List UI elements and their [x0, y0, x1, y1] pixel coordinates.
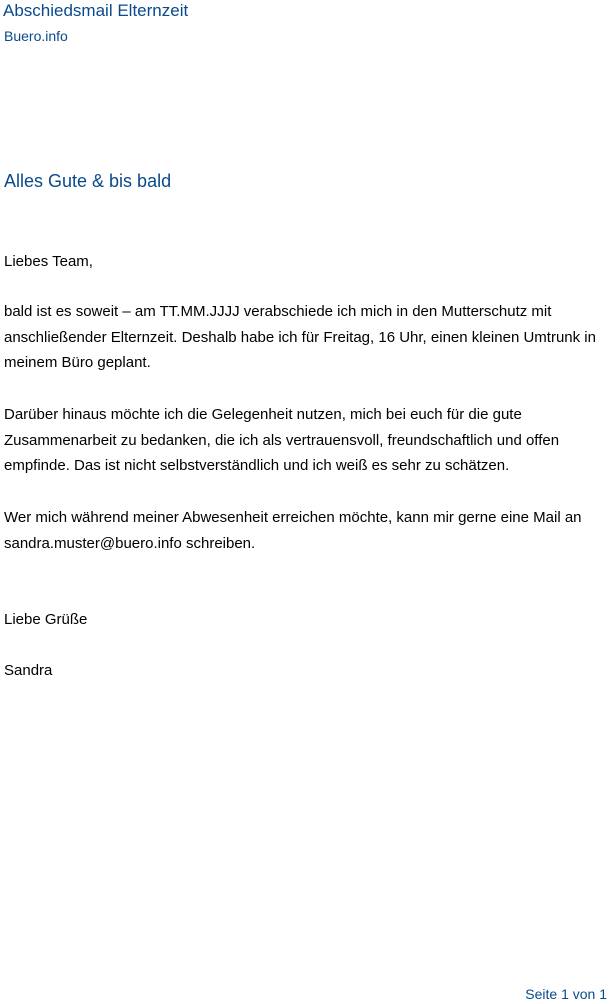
letter-signature: Sandra — [4, 662, 53, 679]
document-title: Abschiedsmail Elternzeit — [3, 1, 189, 20]
document-source: Buero.info — [4, 28, 68, 44]
letter-heading: Alles Gute & bis bald — [4, 171, 172, 191]
letter-paragraph: Darüber hinaus möchte ich die Gelegenheit nutzen, mich bei euch für die gute Zusammenarbeit zu bedanken, die ich als vertrauensvoll, freundschaftlich und offen empfinde. Das ist nicht selbstverständlich und ich weiß es sehr zu schätzen. — [4, 406, 560, 474]
letter-greeting: Liebes Team, — [4, 253, 93, 270]
page-number: Seite 1 von 1 — [525, 986, 607, 1002]
letter-paragraph: Wer mich während meiner Abwesenheit erreichen möchte, kann mir gerne eine Mail an sandra.muster@buero.info schreiben. — [4, 509, 582, 552]
letter-closing: Liebe Grüße — [4, 611, 88, 628]
letter-paragraph: bald ist es soweit – am TT.MM.JJJJ verabschiede ich mich in den Mutterschutz mit anschließender Elternzeit. Deshalb habe ich für Freitag, 16 Uhr, einen kleinen Umtrunk in meinem Büro geplant. — [4, 303, 596, 371]
